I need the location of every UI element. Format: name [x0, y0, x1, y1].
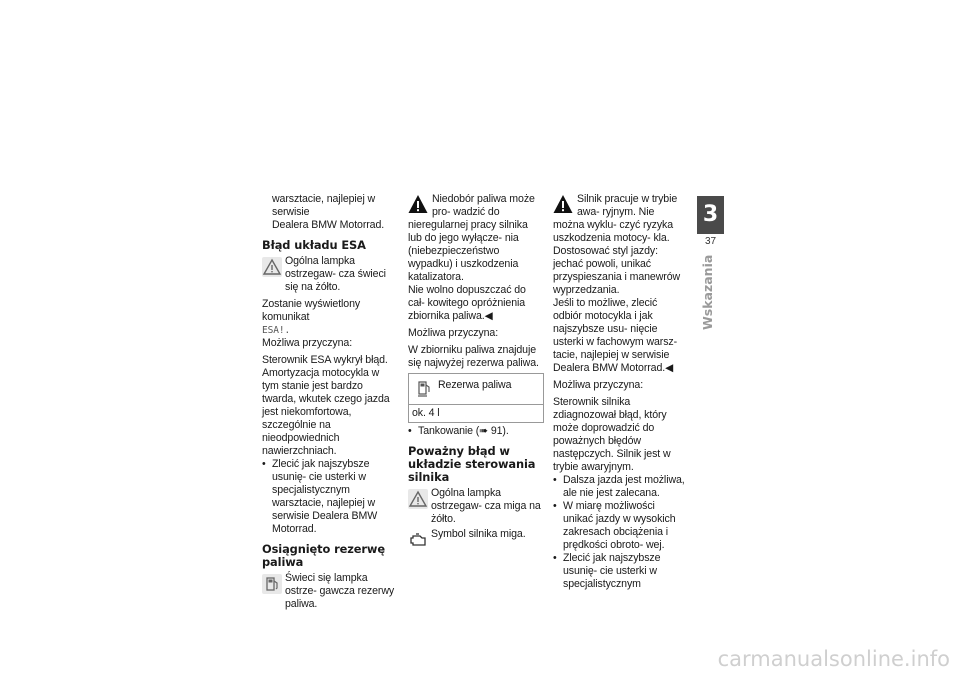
cause-label: Możliwa przyczyna:	[553, 379, 644, 391]
engine-warning-text: Silnik pracuje w trybie awa- ryjnym. Nie można wyklu- czyć ryzyka uszkodzenia motocy- kla.	[553, 193, 678, 244]
engine-symbol-block	[408, 528, 544, 552]
esa-lamp-block	[262, 255, 396, 294]
list-item: • Zlecić jak najszybsze usunię- cie usterki w specjalistycznym	[553, 552, 687, 591]
chapter-tab: 3	[697, 196, 724, 234]
intro-line-2: Dealera BMW Motorrad.	[272, 219, 385, 231]
fuel-warning-text: Niedobór paliwa może pro- wadzić do nieregularnej pracy silnika lub do jego wyłącze- nia (niebezpieczeństwo wypadku) i uszkodzenia katalizatora.	[408, 193, 535, 283]
engine-lamp-text: Ogólna lampka ostrzegaw- cza miga na żółto.	[431, 487, 541, 525]
heading-fuel-reserve: Osiągnięto rezerwę paliwa	[262, 542, 385, 569]
list-item: • Tankowanie (➠ 91).	[408, 425, 544, 438]
column-2	[408, 193, 544, 552]
cause-text: W zbiorniku paliwa znajduje się najwyżej rezerwa paliwa.	[408, 344, 539, 369]
fuel-reserve-label: Rezerwa paliwa	[438, 379, 512, 391]
cause-text: Sterownik silnika zdiagnozował błąd, który może doprowadzić do poważnych błędów następczych. Silnik jest w trybie awaryjnym.	[553, 396, 671, 473]
engine-lamp-block	[408, 487, 544, 526]
fuel-pump-icon	[418, 380, 432, 398]
warning-triangle-icon	[408, 489, 428, 509]
engine-symbol-text: Symbol silnika miga.	[431, 528, 526, 540]
cause-text: Sterownik ESA wykrył błąd. Amortyzacja motocykla w tym stanie jest bardzo twarda, wkutek czego jazda jest niekomfortowa, szczególnie na nieodpowiednich nawierzchniach.	[262, 354, 390, 457]
fuel-reserve-table-head	[409, 374, 544, 405]
fuel-lamp-block	[262, 572, 396, 611]
heading-engine-error: Poważny błąd w układzie sterowania silnika	[408, 444, 536, 484]
fuel-lamp-text: Świeci się lampka ostrze- gawcza rezerwy paliwa.	[285, 572, 395, 610]
list-item: • W miarę możliwości unikać jazdy w wysokich zakresach obciążenia i prędkości obroto- wej.	[553, 500, 687, 552]
fuel-warning-text-2: Nie wolno dopuszczać do cał- kowitego opróżnienia zbiornika paliwa.◀	[408, 284, 526, 322]
column-1	[262, 193, 396, 611]
workshop-advice: Jeśli to możliwe, zlecić odbiór motocykla i jak najszybsze usu- nięcie usterki w fachowym warsz- tacie, najlepiej w serwisie Dealera BMW Motorrad.◀	[553, 297, 678, 374]
esa-message-code: ESA!.	[262, 325, 291, 336]
fuel-pump-icon	[262, 574, 282, 594]
watermark: carmanualsonline.info	[717, 647, 950, 671]
esa-message-label: Zostanie wyświetlony komunikat	[262, 298, 361, 323]
intro-line-1: warsztacie, najlepiej w serwisie	[272, 193, 376, 218]
engine-icon	[408, 530, 428, 550]
fuel-warning-block	[408, 193, 544, 323]
esa-lamp-text: Ogólna lampka ostrzegaw- cza świeci się na żółto.	[285, 255, 386, 293]
heading-esa-error: Błąd układu ESA	[262, 238, 366, 252]
cause-label: Możliwa przyczyna:	[262, 337, 353, 349]
column-3	[553, 193, 687, 591]
fuel-reserve-value: ok. 4 l	[409, 405, 544, 423]
warning-triangle-icon	[262, 257, 282, 277]
riding-advice: Dostosować styl jazdy: jechać powoli, unikać przyspieszania i manewrów wyprzedzania.	[553, 245, 681, 296]
engine-warning-block	[553, 193, 687, 245]
list-item: • Dalsza jazda jest możliwa, ale nie jest zalecana.	[553, 474, 687, 500]
warning-triangle-black-icon	[408, 194, 428, 214]
page-number: 37	[704, 236, 717, 247]
cause-label: Możliwa przyczyna:	[408, 327, 499, 339]
list-item: • Zlecić jak najszybsze usunię- cie usterki w specjalistycznym warsztacie, najlepiej w serwisie Dealera BMW Motorrad.	[262, 458, 396, 536]
fuel-reserve-table	[408, 373, 544, 423]
warning-triangle-black-icon	[553, 194, 573, 214]
section-title: Wskazania	[700, 254, 715, 330]
